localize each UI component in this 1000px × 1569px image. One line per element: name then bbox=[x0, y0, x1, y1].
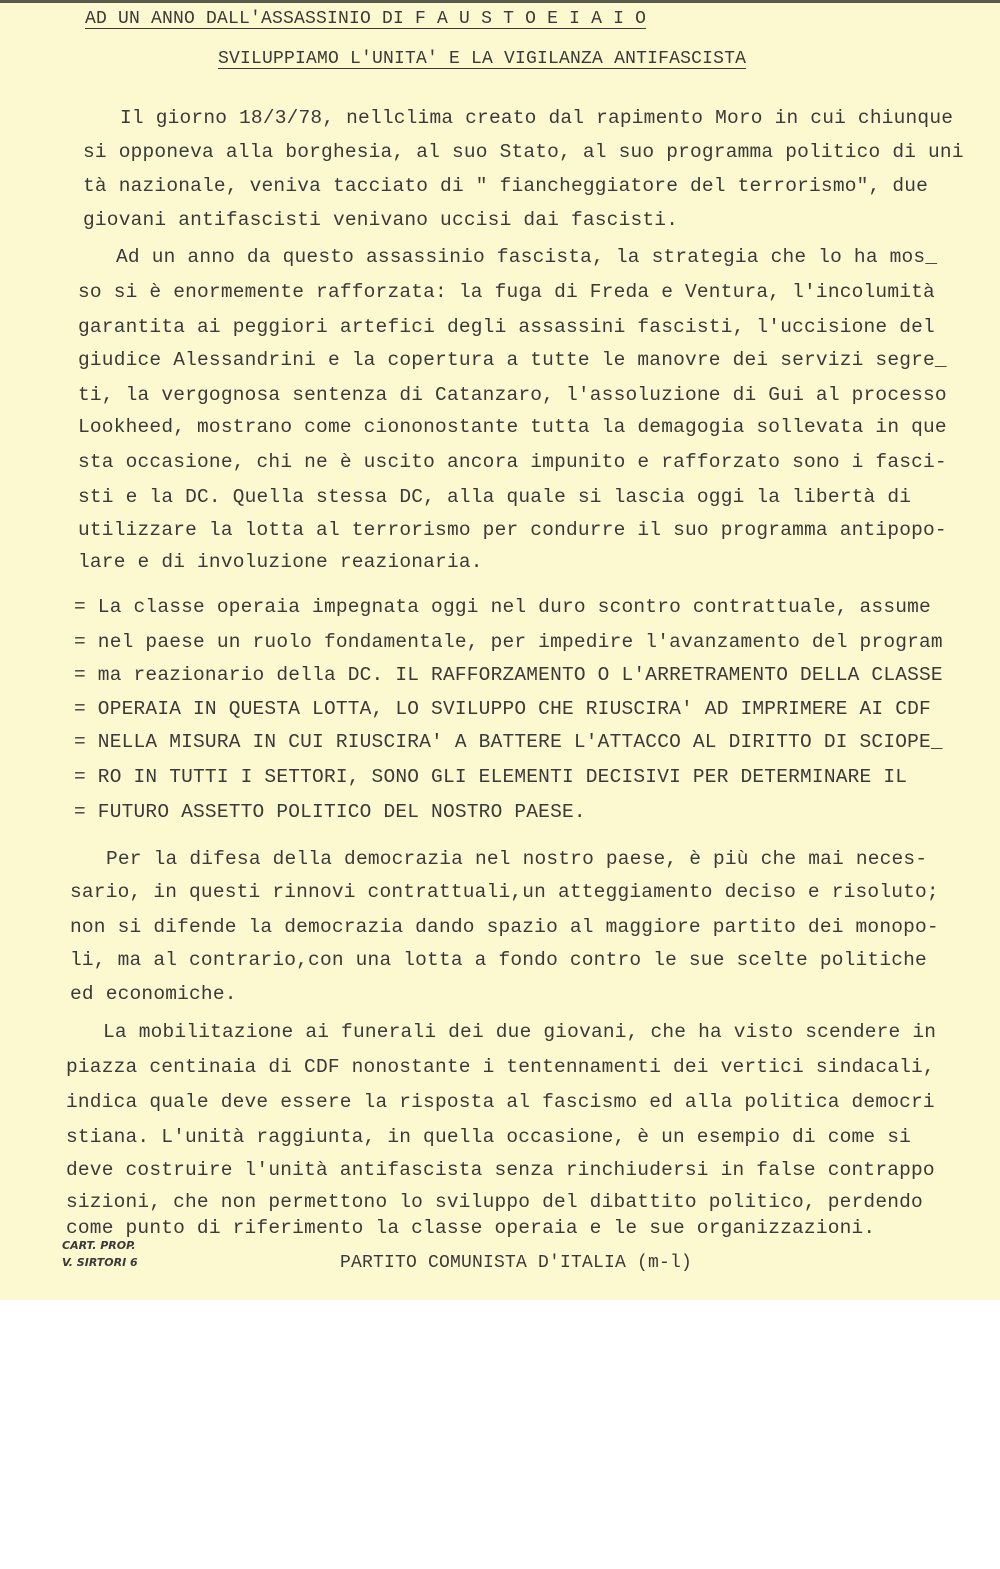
paragraph-2-line: lare e di involuzione reazionaria. bbox=[78, 551, 483, 573]
title-line-1: AD UN ANNO DALL'ASSASSINIO DI F A U S T O E I A I O bbox=[85, 9, 647, 29]
stamp-line-2: V. SIRTORI 6 bbox=[62, 1256, 138, 1269]
paragraph-2-line: sti e la DC. Quella stessa DC, alla quale si lascia oggi la libertà di bbox=[78, 486, 912, 508]
paragraph-3-line: = NELLA MISURA IN CUI RIUSCIRA' A BATTERE L'ATTACCO AL DIRITTO DI SCIOPE_ bbox=[74, 731, 943, 753]
paragraph-3-line: = RO IN TUTTI I SETTORI, SONO GLI ELEMENTI DECISIVI PER DETERMINARE IL bbox=[74, 766, 908, 788]
paragraph-2-line: Ad un anno da questo assassinio fascista, la strategia che lo ha mos_ bbox=[116, 246, 938, 268]
paragraph-3-line: = La classe operaia impegnata oggi nel duro scontro contrattuale, assume bbox=[74, 596, 931, 618]
paragraph-2-line: giudice Alessandrini e la copertura a tutte le manovre dei servizi segre_ bbox=[78, 349, 947, 371]
paragraph-5-line: piazza centinaia di CDF nonostante i tentennamenti dei vertici sindacali, bbox=[66, 1056, 935, 1078]
paragraph-5-line: stiana. L'unità raggiunta, in quella occasione, è un esempio di come si bbox=[66, 1126, 912, 1148]
paragraph-1-line: giovani antifascisti venivano uccisi dai fascisti. bbox=[83, 209, 679, 231]
paragraph-2-line: ti, la vergognosa sentenza di Catanzaro, l'assoluzione di Gui al processo bbox=[78, 384, 947, 406]
paragraph-4-line: ed economiche. bbox=[70, 983, 237, 1005]
paragraph-1-line: Il giorno 18/3/78, nellclima creato dal rapimento Moro in cui chiunque bbox=[120, 107, 954, 129]
paragraph-5-line: deve costruire l'unità antifascista senza rinchiudersi in false contrappo bbox=[66, 1159, 935, 1181]
paragraph-2-line: so si è enormemente rafforzata: la fuga di Freda e Ventura, l'incolumità bbox=[78, 281, 935, 303]
paragraph-5-line: come punto di riferimento la classe operaia e le sue organizzazioni. bbox=[66, 1217, 876, 1239]
paragraph-2-line: garantita ai peggiori artefici degli assassini fascisti, l'uccisione del bbox=[78, 316, 935, 338]
paragraph-5-line: sizioni, che non permettono lo sviluppo del dibattito politico, perdendo bbox=[66, 1191, 923, 1213]
title-line-2: SVILUPPIAMO L'UNITA' E LA VIGILANZA ANTIFASCISTA bbox=[218, 49, 747, 69]
paragraph-4-line: Per la difesa della democrazia nel nostro paese, è più che mai neces- bbox=[106, 848, 928, 870]
paragraph-4-line: non si difende la democrazia dando spazio al maggiore partito dei monopo- bbox=[70, 916, 939, 938]
paragraph-5-line: indica quale deve essere la risposta al fascismo ed alla politica democri bbox=[66, 1091, 935, 1113]
paragraph-2-line: utilizzare la lotta al terrorismo per condurre il suo programma antipopo- bbox=[78, 519, 947, 541]
paragraph-4-line: li, ma al contrario,con una lotta a fondo contro le sue scelte politiche bbox=[70, 949, 927, 971]
paragraph-3-line: = ma reazionario della DC. IL RAFFORZAMENTO O L'ARRETRAMENTO DELLA CLASSE bbox=[74, 664, 943, 686]
paragraph-2-line: sta occasione, chi ne è uscito ancora impunito e rafforzato sono i fasci- bbox=[78, 451, 947, 473]
paragraph-1-line: tà nazionale, veniva tacciato di " fiancheggiatore del terrorismo", due bbox=[83, 175, 929, 197]
paragraph-3-line: = nel paese un ruolo fondamentale, per impedire l'avanzamento del program bbox=[74, 631, 943, 653]
signature: PARTITO COMUNISTA D'ITALIA (m-l) bbox=[340, 1253, 693, 1273]
paragraph-3-line: = OPERAIA IN QUESTA LOTTA, LO SVILUPPO CHE RIUSCIRA' AD IMPRIMERE AI CDF bbox=[74, 698, 931, 720]
paragraph-5-line: La mobilitazione ai funerali dei due giovani, che ha visto scendere in bbox=[103, 1021, 937, 1043]
paragraph-4-line: sario, in questi rinnovi contrattuali,un atteggiamento deciso e risoluto; bbox=[70, 881, 939, 903]
stamp-line-1: CART. PROP. bbox=[62, 1239, 136, 1252]
paragraph-1-line: si opponeva alla borghesia, al suo Stato, al suo programma politico di uni bbox=[83, 141, 964, 163]
paragraph-2-line: Lookheed, mostrano come ciononostante tutta la demagogia sollevata in que bbox=[78, 416, 947, 438]
paragraph-3-line: = FUTURO ASSETTO POLITICO DEL NOSTRO PAESE. bbox=[74, 801, 586, 823]
